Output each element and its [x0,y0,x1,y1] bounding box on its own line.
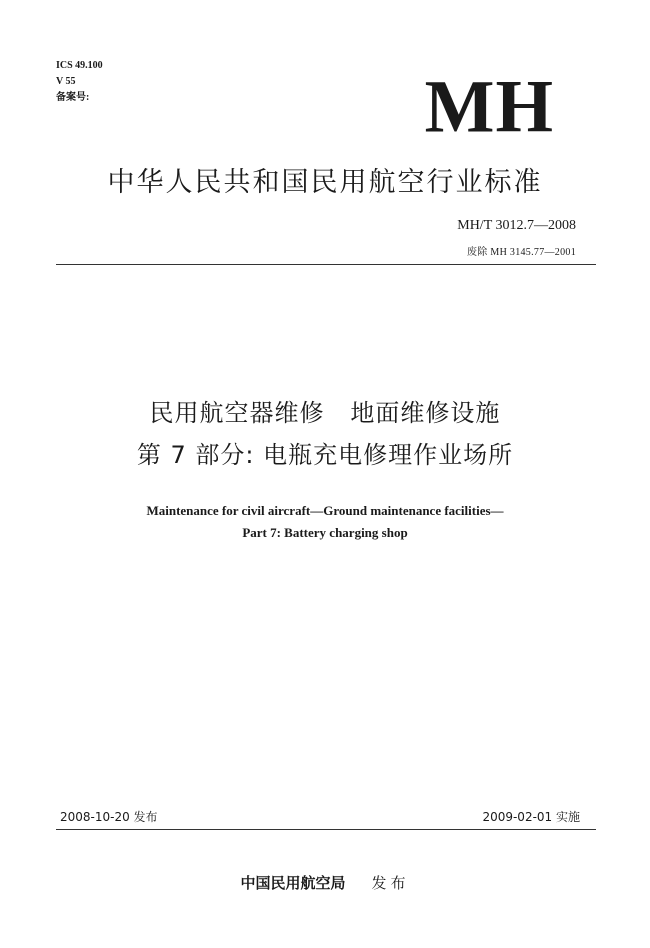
chinese-title [0,392,650,476]
record-number-label: 备案号: [56,92,90,103]
bottom-divider [56,829,596,830]
ccs-code: V 55 [56,76,76,87]
replaced-standard: 废除 MH 3145.77—2001 [466,247,576,258]
chinese-title-line-2: 第 7 部分: 电瓶充电修理作业场所 [136,441,514,469]
chinese-title-line-1: 民用航空器维修 地面维修设施 [149,399,501,427]
issuer-verb: 发布 [371,874,410,892]
ics-code: ICS 49.100 [56,60,103,71]
standard-category-title: 中华人民共和国民用航空行业标准 [107,167,543,198]
english-title [0,500,650,544]
issuing-authority [0,872,650,893]
issuer-name: 中国民用航空局 [240,874,346,892]
top-divider [56,264,596,265]
implementation-date: 2009-02-01 实施 [482,810,580,824]
classification-block [56,58,103,106]
english-title-line-1: Maintenance for civil aircraft—Ground maintenance facilities— [146,503,504,518]
issue-date: 2008-10-20 发布 [60,810,158,824]
standard-code: MH/T 3012.7—2008 [457,218,576,233]
english-title-line-2: Part 7: Battery charging shop [242,525,408,540]
mh-logo: MH [424,65,554,149]
